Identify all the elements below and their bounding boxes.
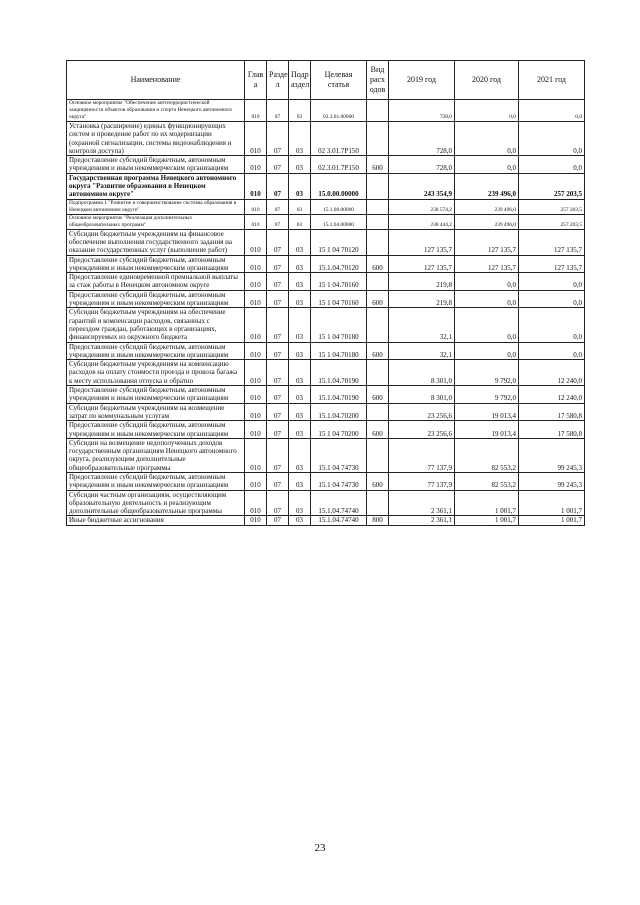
table-row xyxy=(67,516,585,525)
cell-2019: 2 361,1 xyxy=(389,516,455,525)
cell-2020: 0,0 xyxy=(455,290,519,308)
cell-glava: 010 xyxy=(245,100,267,122)
cell-name: Основное мероприятие "Обеспечение антитеррористической защищенности объектов образования и спорта Ненецкого автономного округа" xyxy=(67,100,245,122)
cell-2021: 257 203,5 xyxy=(519,199,585,214)
cell-2020: 239 496,0 xyxy=(455,173,519,199)
cell-podrazdel: 03 xyxy=(289,214,311,229)
cell-target: 15.1.04.70120 xyxy=(311,255,367,273)
cell-target: 15.1.04.74740 xyxy=(311,490,367,516)
cell-2020: 19 013,4 xyxy=(455,421,519,439)
cell-target: 15.1.04.74740 xyxy=(311,516,367,525)
cell-vid xyxy=(367,229,389,255)
cell-2021: 99 245,3 xyxy=(519,438,585,472)
cell-vid xyxy=(367,438,389,472)
header-target: Целевая статья xyxy=(311,61,367,100)
table-row xyxy=(67,156,585,174)
cell-glava: 010 xyxy=(245,156,267,174)
table-row xyxy=(67,308,585,342)
cell-2021: 0,0 xyxy=(519,122,585,156)
cell-glava: 010 xyxy=(245,490,267,516)
cell-2020: 239 496,0 xyxy=(455,214,519,229)
cell-vid: 600 xyxy=(367,342,389,360)
cell-2020: 127 135,7 xyxy=(455,255,519,273)
cell-podrazdel: 03 xyxy=(289,273,311,291)
cell-2019: 127 135,7 xyxy=(389,229,455,255)
table-row xyxy=(67,472,585,490)
cell-2021: 0,0 xyxy=(519,342,585,360)
cell-2019: 23 256,6 xyxy=(389,403,455,421)
cell-glava: 010 xyxy=(245,173,267,199)
cell-2021: 17 580,8 xyxy=(519,403,585,421)
cell-2021: 17 580,8 xyxy=(519,421,585,439)
cell-target: 15.0.00.00000 xyxy=(311,173,367,199)
cell-2021: 127 135,7 xyxy=(519,229,585,255)
cell-podrazdel: 03 xyxy=(289,290,311,308)
cell-2019: 8 301,0 xyxy=(389,386,455,404)
header-2019: 2019 год xyxy=(389,61,455,100)
cell-razdel: 07 xyxy=(267,156,289,174)
cell-2020: 1 001,7 xyxy=(455,516,519,525)
cell-razdel: 07 xyxy=(267,290,289,308)
cell-2021: 257 203,5 xyxy=(519,214,585,229)
cell-razdel: 07 xyxy=(267,273,289,291)
cell-2019: 728,0 xyxy=(389,156,455,174)
cell-razdel: 07 xyxy=(267,173,289,199)
cell-razdel: 07 xyxy=(267,214,289,229)
budget-table xyxy=(66,60,585,526)
cell-podrazdel: 03 xyxy=(289,386,311,404)
cell-2020: 0,0 xyxy=(455,273,519,291)
cell-glava: 010 xyxy=(245,273,267,291)
cell-2019: 32,1 xyxy=(389,342,455,360)
cell-name: Предоставление субсидий бюджетным, автономным учреждениям и иным некоммерческим организациям xyxy=(67,342,245,360)
cell-2019: 219,8 xyxy=(389,273,455,291)
cell-target: 15 1 04 70180 xyxy=(311,308,367,342)
header-2021: 2021 год xyxy=(519,61,585,100)
cell-vid xyxy=(367,100,389,122)
cell-razdel: 07 xyxy=(267,199,289,214)
table-row xyxy=(67,403,585,421)
budget-table-container xyxy=(66,60,584,526)
cell-target: 15.1.04.70190 xyxy=(311,386,367,404)
table-row xyxy=(67,255,585,273)
cell-glava: 010 xyxy=(245,438,267,472)
cell-podrazdel: 03 xyxy=(289,100,311,122)
cell-target: 15.1.04.00000 xyxy=(311,214,367,229)
cell-name: Субсидии на возмещение недополученных доходов государственным организациям Ненецкого автономного округа, реализующим дополнительные общеобразовательные программы xyxy=(67,438,245,472)
cell-razdel: 07 xyxy=(267,360,289,386)
cell-2020: 239 496,0 xyxy=(455,199,519,214)
cell-podrazdel: 03 xyxy=(289,199,311,214)
cell-glava: 010 xyxy=(245,386,267,404)
cell-2020: 0,0 xyxy=(455,308,519,342)
cell-target: 15 1 04 70160 xyxy=(311,290,367,308)
cell-razdel: 07 xyxy=(267,472,289,490)
cell-vid xyxy=(367,308,389,342)
cell-2019: 127 135,7 xyxy=(389,255,455,273)
cell-2021: 0,0 xyxy=(519,100,585,122)
cell-name: Предоставление субсидий бюджетным, автономным учреждениям и иным некоммерческим организациям xyxy=(67,156,245,174)
cell-name: Субсидии бюджетным учреждениям на возмещение затрат по коммунальным услугам xyxy=(67,403,245,421)
cell-2019: 77 137,9 xyxy=(389,472,455,490)
cell-glava: 010 xyxy=(245,472,267,490)
cell-name: Предоставление субсидий бюджетным, автономным учреждениям и иным некоммерческим организациям xyxy=(67,421,245,439)
cell-2021: 257 203,5 xyxy=(519,173,585,199)
cell-2020: 19 013,4 xyxy=(455,403,519,421)
cell-vid xyxy=(367,214,389,229)
cell-razdel: 07 xyxy=(267,386,289,404)
table-row xyxy=(67,173,585,199)
cell-2019: 243 354,9 xyxy=(389,173,455,199)
cell-2021: 12 240,0 xyxy=(519,360,585,386)
cell-2019: 2 361,1 xyxy=(389,490,455,516)
cell-podrazdel: 03 xyxy=(289,490,311,516)
cell-2021: 12 240,0 xyxy=(519,386,585,404)
table-row xyxy=(67,342,585,360)
cell-name: Предоставление субсидий бюджетным, автономным учреждениям и иным некоммерческим организациям xyxy=(67,472,245,490)
cell-glava: 010 xyxy=(245,403,267,421)
cell-name: Субсидии бюджетным учреждениям на компенсацию расходов на оплату стоимости проезда и провоза багажа к месту использования отпуска и обратно xyxy=(67,360,245,386)
cell-target: 15.1 04 74730 xyxy=(311,472,367,490)
cell-vid: 600 xyxy=(367,386,389,404)
cell-2020: 1 001,7 xyxy=(455,490,519,516)
cell-2019: 32,1 xyxy=(389,308,455,342)
cell-target: 02.3.01.7Р150 xyxy=(311,156,367,174)
cell-vid xyxy=(367,122,389,156)
cell-name: Предоставление субсидий бюджетным, автономным учреждениям и иным некоммерческим организациям xyxy=(67,386,245,404)
cell-2021: 0,0 xyxy=(519,273,585,291)
cell-2019: 238 444,2 xyxy=(389,214,455,229)
cell-2021: 99 245,3 xyxy=(519,472,585,490)
cell-name: Предоставление единовременной премиальной выплаты за стаж работы в Ненецком автономном округе xyxy=(67,273,245,291)
cell-razdel: 07 xyxy=(267,255,289,273)
header-name: Наименование xyxy=(67,61,245,100)
cell-vid: 600 xyxy=(367,421,389,439)
cell-2020: 9 792,0 xyxy=(455,386,519,404)
cell-podrazdel: 03 xyxy=(289,360,311,386)
cell-2019: 728,0 xyxy=(389,100,455,122)
cell-2020: 82 553,2 xyxy=(455,472,519,490)
cell-vid xyxy=(367,273,389,291)
cell-name: Предоставление субсидий бюджетным, автономным учреждениям и иным некоммерческим организациям xyxy=(67,290,245,308)
cell-podrazdel: 03 xyxy=(289,173,311,199)
cell-2019: 77 137,9 xyxy=(389,438,455,472)
cell-2019: 219,8 xyxy=(389,290,455,308)
table-row xyxy=(67,438,585,472)
cell-2019: 728,0 xyxy=(389,122,455,156)
cell-2019: 8 301,0 xyxy=(389,360,455,386)
cell-razdel: 07 xyxy=(267,308,289,342)
table-row xyxy=(67,229,585,255)
cell-glava: 010 xyxy=(245,308,267,342)
cell-name: Субсидии частным организациям, осуществляющим образовательную деятельность и реализующим дополнительные общеобразовательные программы xyxy=(67,490,245,516)
cell-2021: 127 135,7 xyxy=(519,255,585,273)
cell-name: Установка (расширение) единых функционирующих систем и проведение работ по их модернизации (охранной сигнализации, системы видеонаблюдения и контроля доступа) xyxy=(67,122,245,156)
cell-2019: 23 256,6 xyxy=(389,421,455,439)
table-row xyxy=(67,290,585,308)
cell-name: Иные бюджетные ассигнования xyxy=(67,516,245,525)
cell-vid xyxy=(367,199,389,214)
table-row xyxy=(67,273,585,291)
cell-2021: 0,0 xyxy=(519,156,585,174)
cell-2021: 0,0 xyxy=(519,290,585,308)
cell-vid: 600 xyxy=(367,472,389,490)
cell-glava: 010 xyxy=(245,290,267,308)
cell-2020: 9 792,0 xyxy=(455,360,519,386)
cell-2020: 82 553,2 xyxy=(455,438,519,472)
table-header-row xyxy=(67,61,585,100)
header-vid: Вид расх одов xyxy=(367,61,389,100)
cell-podrazdel: 03 xyxy=(289,255,311,273)
table-row xyxy=(67,490,585,516)
cell-podrazdel: 03 xyxy=(289,421,311,439)
cell-2019: 238 574,2 xyxy=(389,199,455,214)
cell-target: 02 3.01.7Р150 xyxy=(311,122,367,156)
header-2020: 2020 год xyxy=(455,61,519,100)
cell-glava: 010 xyxy=(245,255,267,273)
header-glava: Глав а xyxy=(245,61,267,100)
cell-podrazdel: 03 xyxy=(289,403,311,421)
cell-2020: 127 135,7 xyxy=(455,229,519,255)
cell-razdel: 07 xyxy=(267,122,289,156)
cell-razdel: 07 xyxy=(267,100,289,122)
cell-target: 15 1 04 70200 xyxy=(311,421,367,439)
cell-name: Подпрограмма 1 "Развитие и совершенствование системы образования в Ненецком автономном округе" xyxy=(67,199,245,214)
cell-razdel: 07 xyxy=(267,342,289,360)
cell-razdel: 07 xyxy=(267,421,289,439)
cell-glava: 010 xyxy=(245,360,267,386)
table-row xyxy=(67,122,585,156)
cell-target: 15.1.04.70190 xyxy=(311,360,367,386)
cell-vid xyxy=(367,490,389,516)
cell-target: 15.1 04 74730 xyxy=(311,438,367,472)
cell-2020: 0,0 xyxy=(455,156,519,174)
cell-podrazdel: 03 xyxy=(289,438,311,472)
table-body xyxy=(67,100,585,526)
header-podrazdel: Подр аздел xyxy=(289,61,311,100)
cell-target: 15.1.00.00000 xyxy=(311,199,367,214)
page-number: 23 xyxy=(314,842,326,854)
cell-glava: 010 xyxy=(245,122,267,156)
cell-podrazdel: 03 xyxy=(289,342,311,360)
cell-vid xyxy=(367,403,389,421)
cell-2021: 0,0 xyxy=(519,308,585,342)
cell-name: Предоставление субсидий бюджетным, автономным учреждениям и иным некоммерческим организациям xyxy=(67,255,245,273)
table-row xyxy=(67,214,585,229)
cell-name: Государственная программа Ненецкого автономного округа "Развитие образования в Ненецком автономном округе" xyxy=(67,173,245,199)
cell-podrazdel: 03 xyxy=(289,472,311,490)
cell-2020: 0,0 xyxy=(455,122,519,156)
cell-razdel: 07 xyxy=(267,403,289,421)
cell-podrazdel: 03 xyxy=(289,122,311,156)
cell-razdel: 07 xyxy=(267,229,289,255)
cell-2020: 0,0 xyxy=(455,100,519,122)
table-row xyxy=(67,199,585,214)
cell-glava: 010 xyxy=(245,199,267,214)
cell-glava: 010 xyxy=(245,229,267,255)
table-row xyxy=(67,100,585,122)
cell-name: Субсидии бюджетным учреждениям на обеспечение гарантий и компенсации расходов, связанных с переездом граждан, работающих в организациях, финансируемых из окружного бюджета xyxy=(67,308,245,342)
cell-vid: 600 xyxy=(367,156,389,174)
cell-2021: 1 001,7 xyxy=(519,516,585,525)
cell-glava: 010 xyxy=(245,516,267,525)
cell-podrazdel: 03 xyxy=(289,308,311,342)
cell-vid: 600 xyxy=(367,255,389,273)
cell-glava: 010 xyxy=(245,214,267,229)
cell-vid xyxy=(367,360,389,386)
cell-name: Субсидии бюджетным учреждениям на финансовое обеспечение выполнения государственного задания на оказание государственных услуг (выполнение работ) xyxy=(67,229,245,255)
cell-vid: 600 xyxy=(367,290,389,308)
cell-2021: 1 001,7 xyxy=(519,490,585,516)
cell-razdel: 07 xyxy=(267,490,289,516)
cell-name: Основное мероприятие "Реализация дополнительных общеобразовательных программ" xyxy=(67,214,245,229)
table-row xyxy=(67,421,585,439)
cell-razdel: 07 xyxy=(267,516,289,525)
cell-2020: 0,0 xyxy=(455,342,519,360)
cell-target: 15.1.04.70200 xyxy=(311,403,367,421)
cell-glava: 010 xyxy=(245,421,267,439)
cell-target: 15 1 04.70160 xyxy=(311,273,367,291)
cell-target: 15 1 04 70120 xyxy=(311,229,367,255)
cell-glava: 010 xyxy=(245,342,267,360)
cell-vid: 800 xyxy=(367,516,389,525)
header-razdel: Разде л xyxy=(267,61,289,100)
table-row xyxy=(67,360,585,386)
cell-razdel: 07 xyxy=(267,438,289,472)
cell-target: 02.3.01.00000 xyxy=(311,100,367,122)
cell-vid xyxy=(367,173,389,199)
cell-podrazdel: 03 xyxy=(289,516,311,525)
cell-target: 15 1 04.70180 xyxy=(311,342,367,360)
cell-podrazdel: 03 xyxy=(289,156,311,174)
cell-podrazdel: 03 xyxy=(289,229,311,255)
table-row xyxy=(67,386,585,404)
